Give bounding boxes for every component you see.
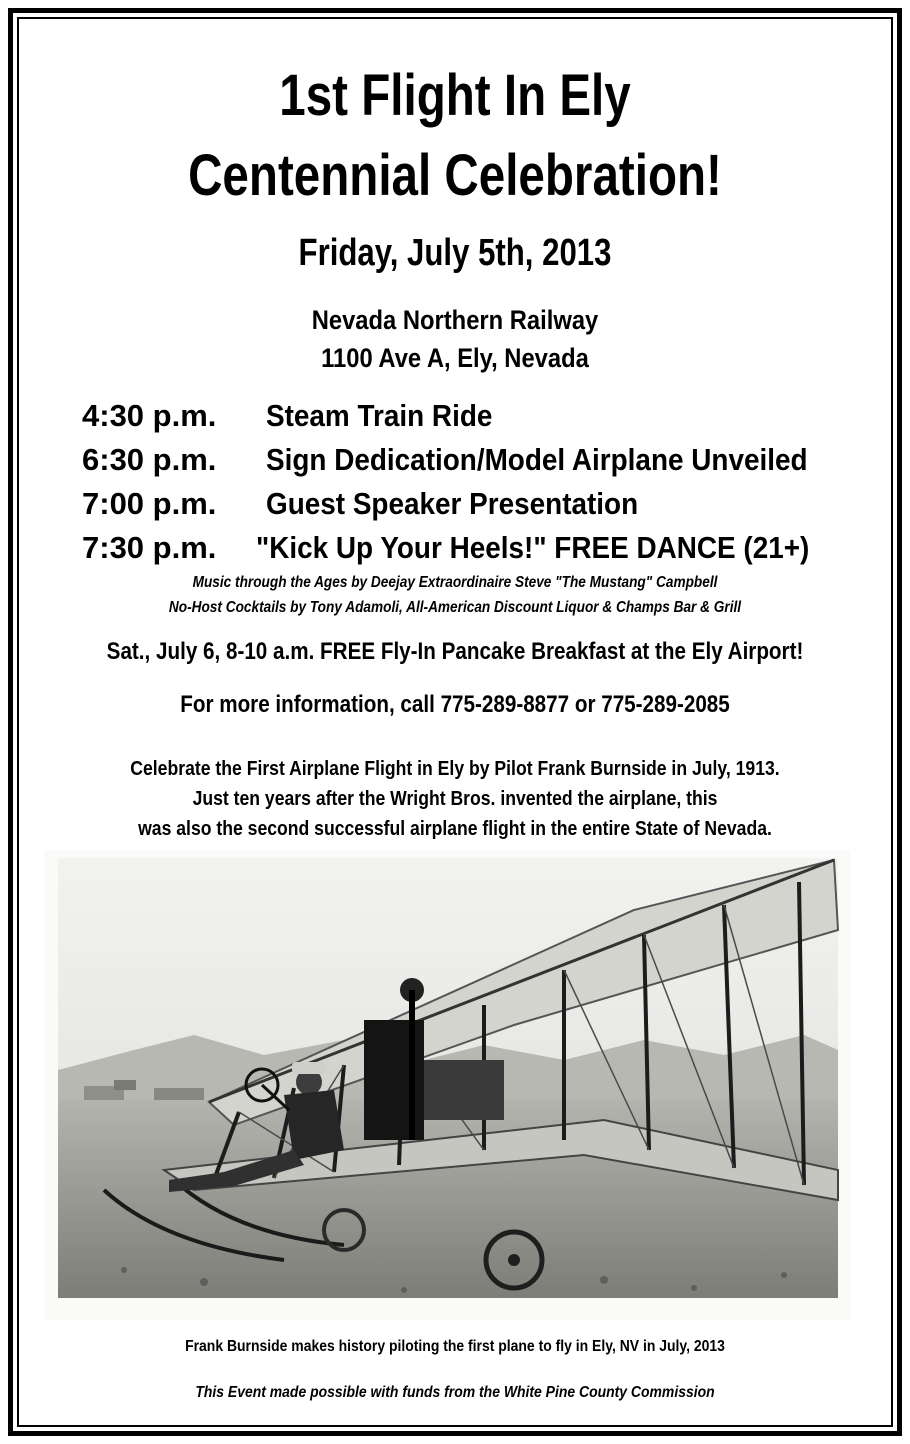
story-line: Celebrate the First Airplane Flight in Ely by Pilot Frank Burnside in July, 1913. xyxy=(130,758,780,780)
story-line: was also the second successful airplane flight in the entire State of Nevada. xyxy=(138,818,772,840)
biplane-photo xyxy=(44,850,851,1320)
cocktail-credit: No-Host Cocktails by Tony Adamoli, All-American Discount Liquor & Champs Bar & Grill xyxy=(168,599,742,616)
sponsor-note: This Event made possible with funds from the White Pine County Commission xyxy=(195,1384,715,1401)
schedule-event: "Kick Up Your Heels!" FREE DANCE (21+) xyxy=(256,530,810,565)
schedule-time: 7:30 p.m. xyxy=(82,530,217,565)
schedule-event: Guest Speaker Presentation xyxy=(266,486,639,521)
event-date: Friday, July 5th, 2013 xyxy=(298,232,612,274)
saturday-breakfast: Sat., July 6, 8-10 a.m. FREE Fly-In Pancake Breakfast at the Ely Airport! xyxy=(106,638,804,665)
title-line-1: 1st Flight In Ely xyxy=(279,63,631,128)
contact-info: For more information, call 775-289-8877 or 775-289-2085 xyxy=(180,691,730,718)
title-line-2: Centennial Celebration! xyxy=(188,143,722,208)
schedule-event: Sign Dedication/Model Airplane Unveiled xyxy=(266,442,808,477)
venue-address: 1100 Ave A, Ely, Nevada xyxy=(321,343,589,373)
schedule-time: 7:00 p.m. xyxy=(82,486,217,521)
story-line: Just ten years after the Wright Bros. invented the airplane, this xyxy=(192,788,718,810)
schedule-time: 6:30 p.m. xyxy=(82,442,217,477)
venue-name: Nevada Northern Railway xyxy=(311,305,599,335)
music-credit: Music through the Ages by Deejay Extraordinaire Steve "The Mustang" Campbell xyxy=(192,574,718,591)
schedule-time: 4:30 p.m. xyxy=(82,398,217,433)
photo-caption: Frank Burnside makes history piloting the first plane to fly in Ely, NV in July, 2013 xyxy=(185,1338,725,1355)
schedule-event: Steam Train Ride xyxy=(266,398,493,433)
